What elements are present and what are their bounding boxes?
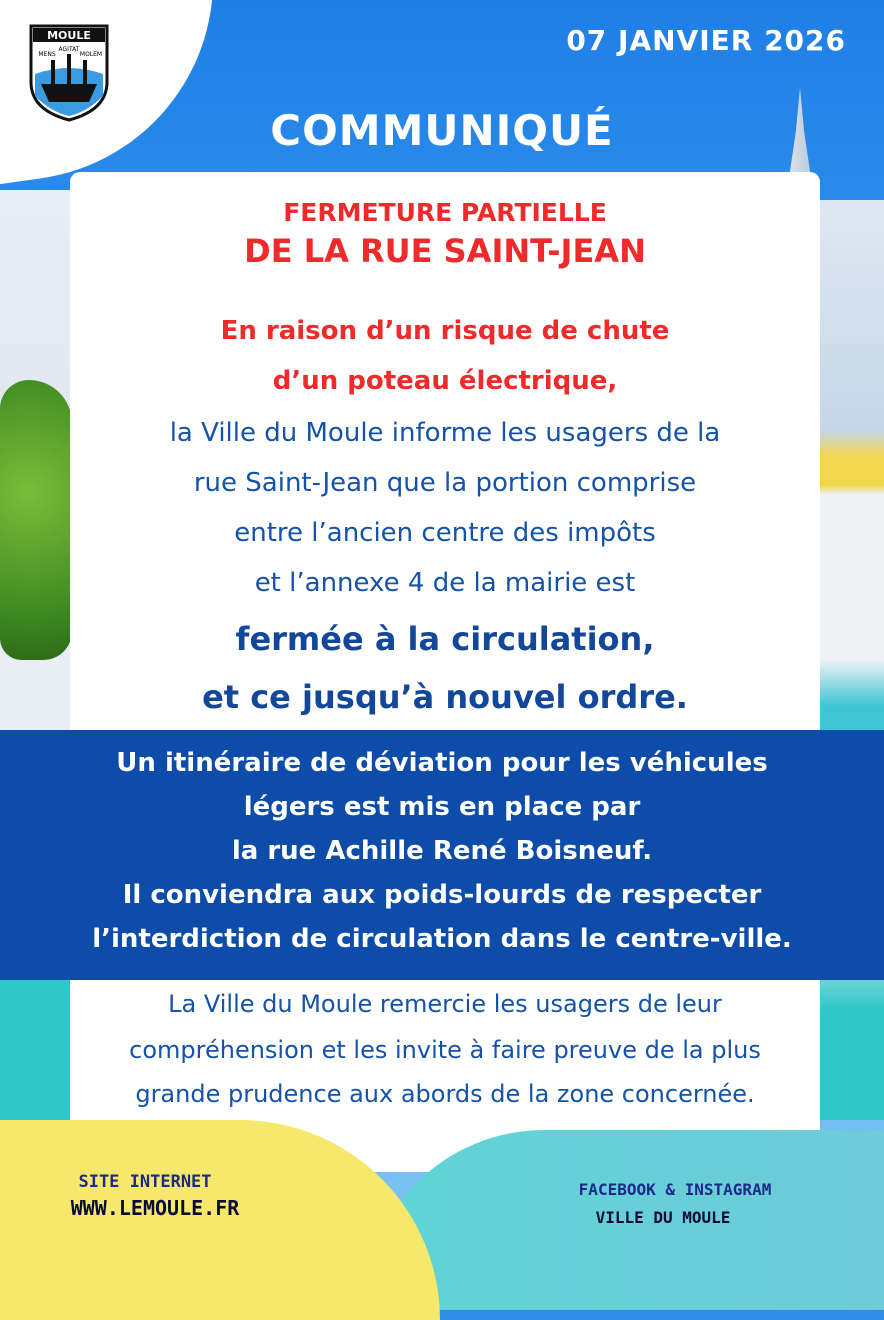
- red-text-line2: d’un poteau électrique,: [272, 366, 618, 396]
- social-label: FACEBOOK & INSTAGRAM: [578, 1180, 772, 1199]
- site-label: SITE INTERNET: [78, 1172, 212, 1192]
- band-line2: légers est mis en place par: [243, 792, 641, 822]
- logo-motto-right: MOLEM: [79, 51, 103, 58]
- red-text-line1: En raison d’un risque de chute: [220, 316, 670, 346]
- date: 07 JANVIER 2026: [566, 24, 846, 57]
- bold-text-line1: fermée à la circulation,: [235, 620, 655, 658]
- body-text-line3: entre l’ancien centre des impôts: [234, 518, 656, 548]
- closing-line2: compréhension et les invite à faire preuve de la plus: [129, 1036, 761, 1064]
- closing-line1: La Ville du Moule remercie les usagers de leur: [168, 990, 722, 1018]
- social-name: VILLE DU MOULE: [595, 1208, 731, 1227]
- notice-heading-line1: FERMETURE PARTIELLE: [283, 198, 607, 227]
- right-building: [818, 200, 884, 1120]
- body-text-line2: rue Saint-Jean que la portion comprise: [193, 468, 697, 498]
- notice-heading-line2: DE LA RUE SAINT-JEAN: [244, 232, 646, 270]
- logo-top-text: MOULE: [47, 29, 91, 42]
- page-title: COMMUNIQUÉ: [270, 106, 614, 155]
- site-url-link[interactable]: WWW.LEMOULE.FR: [70, 1196, 240, 1220]
- logo-motto-mid: AGITAT: [58, 46, 80, 53]
- band-line1: Un itinéraire de déviation pour les véhicules: [116, 748, 768, 778]
- band-line4: Il conviendra aux poids-lourds de respecter: [122, 880, 762, 910]
- body-text-line1: la Ville du Moule informe les usagers de la: [169, 418, 721, 448]
- band-line3: la rue Achille René Boisneuf.: [231, 836, 653, 866]
- logo-motto-left: MENS: [38, 51, 56, 58]
- bold-text-line2: et ce jusqu’à nouvel ordre.: [202, 678, 688, 716]
- closing-line3: grande prudence aux abords de la zone concernée.: [135, 1080, 755, 1108]
- band-line5: l’interdiction de circulation dans le centre-ville.: [92, 924, 792, 954]
- body-text-line4: et l’annexe 4 de la mairie est: [254, 568, 636, 598]
- tree: [0, 380, 72, 660]
